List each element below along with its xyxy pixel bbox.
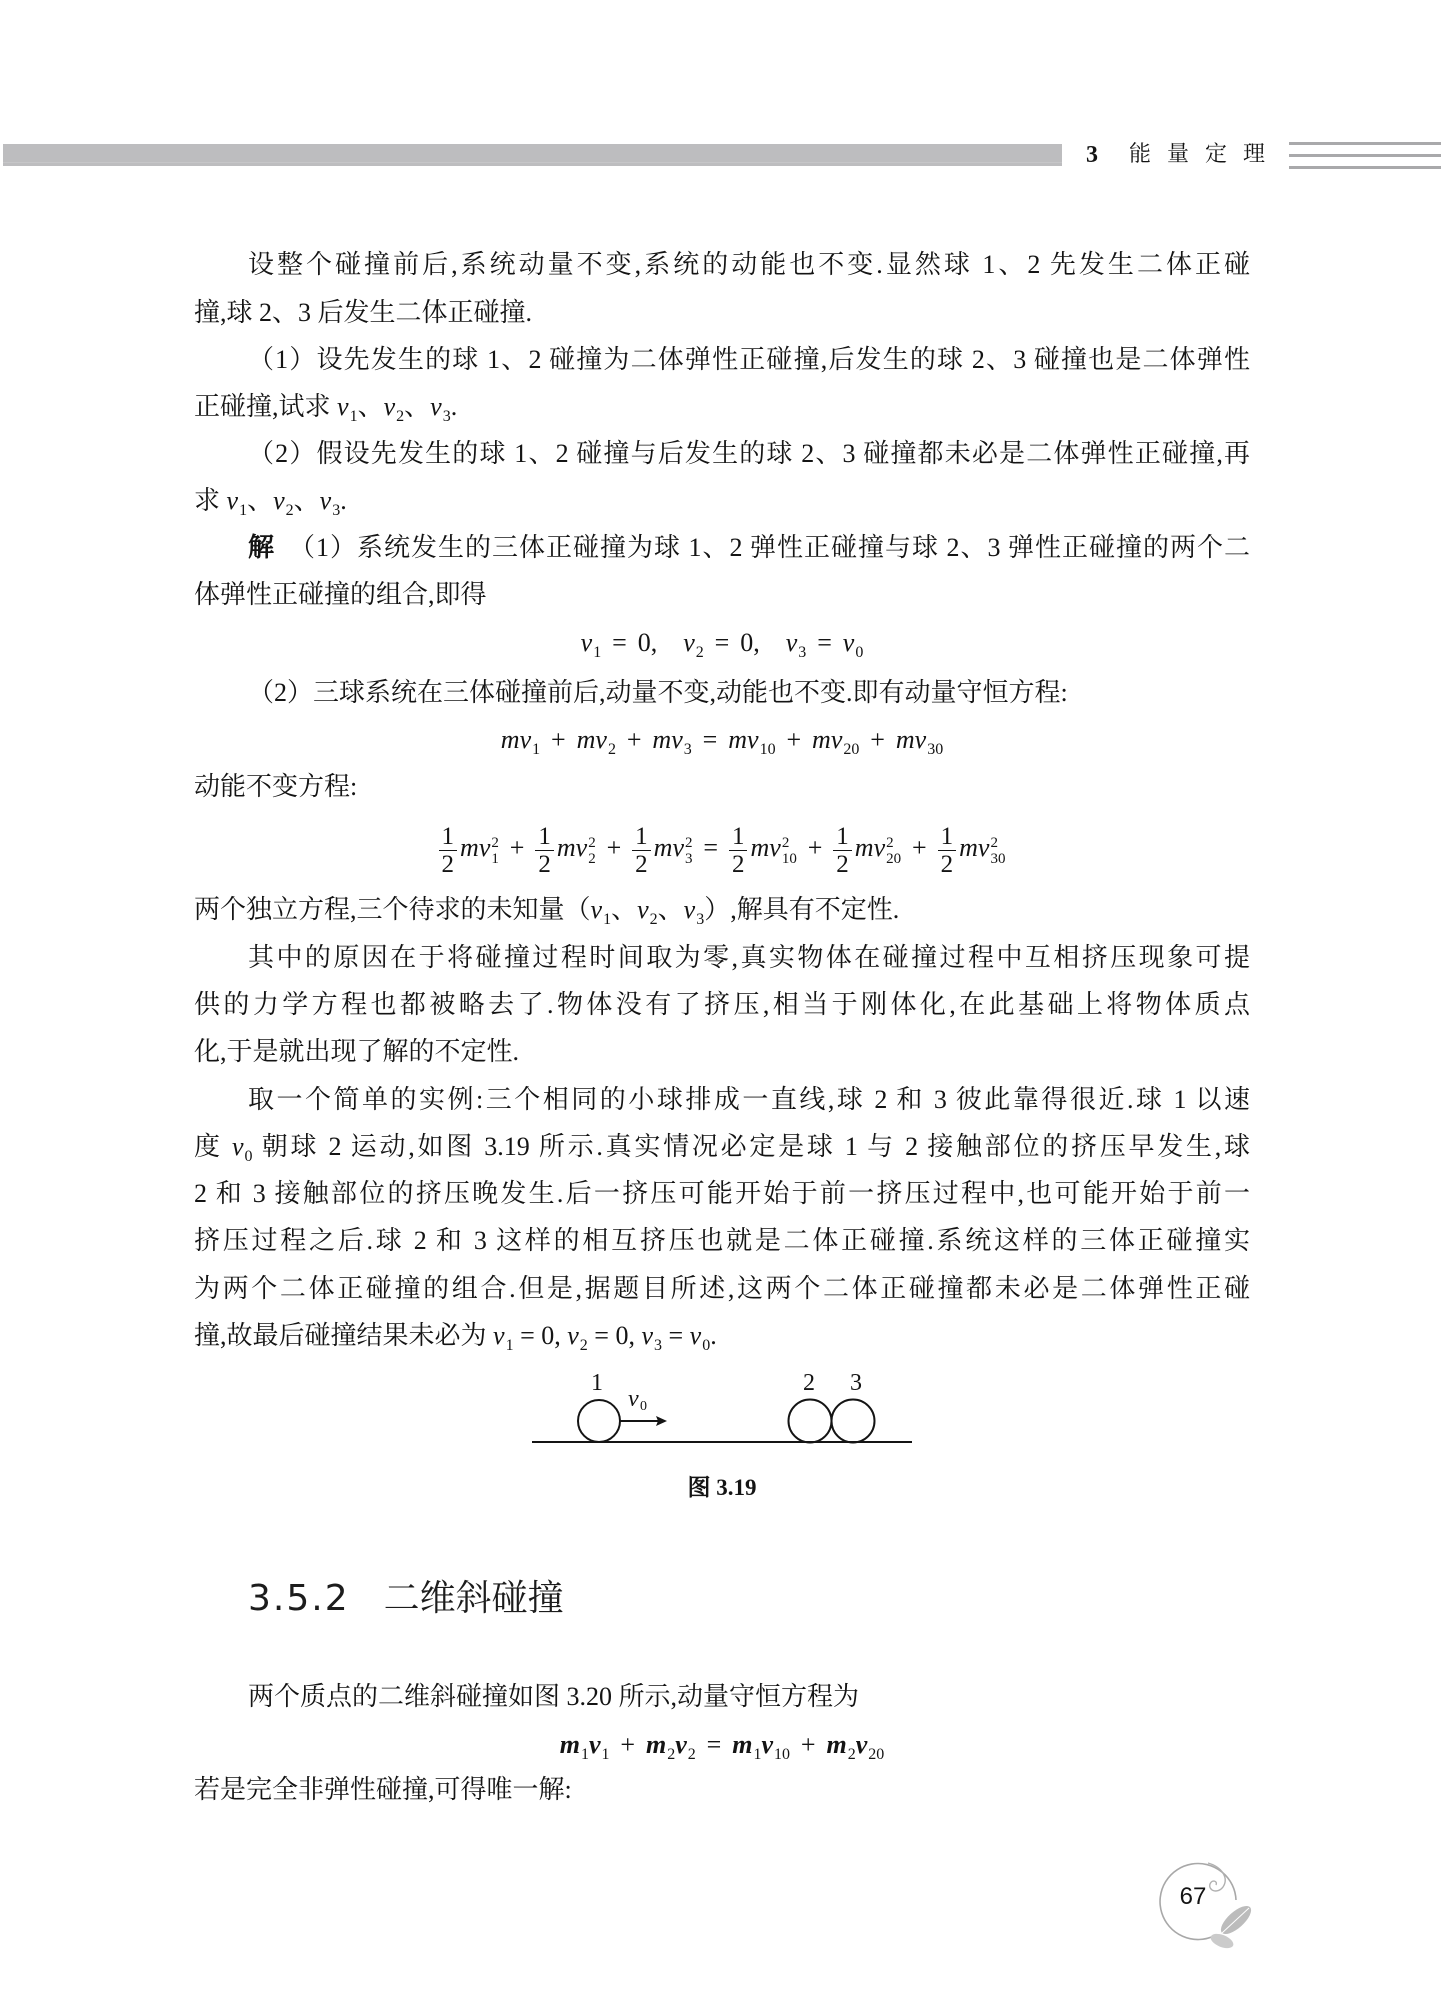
text-run: 撞,球 2、3 后发生二体正碰撞. [194, 298, 533, 327]
variable-symbol: mv [460, 833, 491, 862]
ball-3-label: 3 [850, 1370, 862, 1396]
fraction-numerator: 1 [833, 824, 852, 851]
subscript: 3 [442, 408, 451, 425]
header-rule [1289, 166, 1441, 169]
paragraph-line [194, 430, 1250, 477]
ball-2 [789, 1400, 832, 1443]
paragraph-line [194, 1312, 1250, 1359]
text-run: 正碰撞,试求 [194, 392, 338, 421]
subscript: 2 [667, 1746, 676, 1763]
text-run: （2）假设先发生的球 1、2 碰撞与后发生的球 2、3 碰撞都未必是二体弹性正碰撞,再 [248, 439, 1250, 468]
fraction [729, 824, 748, 877]
variable-symbol: v [580, 628, 593, 657]
subscript: 0 [702, 1337, 711, 1354]
text-run: 两个独立方程,三个待求的未知量（ [194, 895, 591, 924]
text-run: （2）三球系统在三体碰撞前后,动量不变,动能也不变.即有动量守恒方程: [248, 678, 1068, 707]
subscript: 1 [532, 741, 541, 758]
text-run: 取一个简单的实例:三个相同的小球排成一直线,球 2 和 3 彼此靠得很近.球 1 以速 [248, 1085, 1250, 1114]
variable-symbol: mv [500, 725, 532, 754]
paragraph-line [194, 241, 1250, 288]
subscript: 1 [349, 408, 358, 425]
text-run: （1）系统发生的三体正碰撞为球 1、2 弹性正碰撞与球 2、3 弹性正碰撞的两个二 [275, 533, 1250, 562]
superscript: 2 [685, 835, 693, 851]
variable-symbol: v [567, 1321, 579, 1350]
header-bar [3, 144, 1062, 166]
script-stack [886, 835, 901, 867]
math-operator: + [807, 833, 823, 862]
fraction-denominator: 2 [538, 850, 551, 878]
variable-symbol: mv [556, 833, 588, 862]
math-operator: + [800, 1730, 816, 1759]
figure-caption: 图 3.19 [687, 1475, 757, 1500]
fraction-denominator: 2 [940, 850, 954, 878]
text-run: . [340, 486, 347, 515]
math-variable [567, 1321, 588, 1354]
math-operator: + [786, 725, 802, 754]
script-stack [685, 835, 693, 867]
text-run: 、 [357, 392, 384, 421]
vector-variable [645, 1730, 676, 1763]
header-rule [1289, 154, 1441, 157]
subscript: 1 [505, 1337, 514, 1354]
text-run: 、 [293, 486, 320, 515]
paragraph-line [194, 669, 1250, 716]
variable-symbol: v [590, 895, 603, 924]
script-stack [990, 835, 1005, 867]
variable-symbol: m [645, 1730, 667, 1759]
leaf-small-icon [1209, 1931, 1236, 1951]
fraction [632, 824, 651, 877]
math-variable [556, 833, 596, 867]
fraction-denominator: 2 [441, 850, 455, 878]
text-run: 度 [194, 1132, 232, 1161]
math-variable [493, 1321, 514, 1354]
text-run: 化,于是就出现了解的不定性. [194, 1037, 520, 1066]
math-operator: = [703, 833, 719, 862]
math-operator: + [551, 725, 566, 754]
vector-variable [826, 1730, 856, 1763]
math-variable [637, 895, 658, 928]
text-run: = 0, [513, 1321, 568, 1350]
variable-symbol: v [683, 628, 695, 657]
fraction-denominator: 2 [731, 850, 745, 878]
header-rule [1289, 142, 1441, 145]
subscript: 2 [285, 502, 294, 519]
text-run: 0, [637, 628, 684, 657]
velocity-label-subscript: 0 [640, 1399, 647, 1414]
subscript: 2 [579, 1337, 588, 1354]
text-run: 供的力学方程也都被略去了.物体没有了挤压,相当于刚体化,在此基础上将物体质点 [194, 990, 1250, 1019]
subscript: 1 [491, 851, 499, 867]
subscript: 30 [927, 741, 944, 758]
subscript: 3 [685, 851, 693, 867]
math-operator: + [620, 1730, 636, 1759]
subscript: 3 [332, 502, 341, 519]
equation-result [194, 619, 1250, 666]
variable-symbol: v [683, 895, 696, 924]
math-variable [576, 725, 616, 758]
math-variable [337, 392, 358, 425]
math-variable [683, 895, 705, 928]
math-variable [728, 725, 776, 758]
text-run: 其中的原因在于将碰撞过程时间取为零,真实物体在碰撞过程中互相挤压现象可提 [248, 943, 1250, 972]
math-variable [590, 895, 612, 928]
subscript: 2 [695, 644, 704, 661]
subscript: 30 [990, 851, 1006, 867]
paragraph-line [194, 1265, 1250, 1312]
paragraph-line [194, 981, 1250, 1028]
fraction-denominator: 2 [635, 850, 648, 878]
math-variable [641, 1321, 662, 1354]
section-heading [248, 1576, 564, 1622]
subscript: 20 [886, 851, 902, 867]
variable-symbol: v [675, 1730, 687, 1759]
ball-3 [832, 1400, 875, 1443]
subscript: 20 [868, 1746, 885, 1763]
subscript: 1 [580, 1746, 589, 1763]
subscript: 0 [244, 1148, 253, 1165]
fraction-numerator: 1 [632, 824, 651, 851]
paragraph-line [194, 336, 1250, 383]
bold-label: 解 [248, 533, 275, 562]
text-run: 、 [247, 486, 274, 515]
superscript: 2 [781, 835, 790, 851]
superscript: 2 [886, 835, 894, 851]
equation-momentum [194, 716, 1250, 763]
script-stack [491, 835, 499, 867]
subscript: 2 [687, 1746, 696, 1763]
text-run: 2 和 3 接触部位的挤压晚发生.后一挤压可能开始于前一挤压过程中,也可能开始于前一 [194, 1179, 1250, 1208]
chapter-number: 3 [1086, 142, 1098, 168]
text-run: 、 [657, 895, 684, 924]
math-variable [959, 833, 1006, 867]
paragraph-line [194, 886, 1250, 933]
variable-symbol: mv [959, 833, 990, 862]
text-run: . [710, 1321, 717, 1350]
paragraph-line [194, 1028, 1250, 1075]
text-run: 为两个二体正碰撞的组合.但是,据题目所述,这两个二体正碰撞都未必是二体弹性正碰 [194, 1274, 1250, 1303]
math-operator: = [817, 628, 832, 657]
subscript: 10 [774, 1746, 791, 1763]
math-variable [689, 1321, 711, 1354]
variable-symbol: v [689, 1321, 702, 1350]
superscript: 2 [990, 835, 998, 851]
variable-symbol: v [383, 392, 396, 421]
ball-1-label: 1 [591, 1370, 603, 1396]
subscript: 2 [588, 851, 596, 867]
figure-three-balls [500, 1360, 940, 1460]
variable-symbol: mv [750, 833, 781, 862]
math-operator: = [706, 1730, 722, 1759]
variable-symbol: v [641, 1321, 653, 1350]
variable-symbol: v [273, 486, 285, 515]
text-run: ）,解具有不定性. [704, 895, 900, 924]
math-operator: = [702, 725, 718, 754]
math-variable [895, 725, 944, 758]
variable-symbol: v [231, 1132, 244, 1161]
paragraph-line [194, 289, 1250, 336]
paragraph-line [194, 1766, 1250, 1813]
subscript: 0 [855, 644, 864, 661]
math-operator: + [870, 725, 885, 754]
subscript: 3 [798, 644, 807, 661]
math-operator: = [612, 628, 627, 657]
subscript: 1 [753, 1746, 762, 1763]
vector-variable [559, 1730, 589, 1763]
math-variable [652, 725, 692, 758]
variable-symbol: mv [653, 833, 684, 862]
subscript: 3 [683, 741, 692, 758]
math-variable [319, 486, 341, 519]
subscript: 1 [593, 644, 602, 661]
fraction-numerator: 1 [535, 824, 554, 851]
variable-symbol: v [842, 628, 855, 657]
solution-line [194, 524, 1250, 571]
page-number: 67 [1179, 1883, 1207, 1910]
paragraph-line [194, 477, 1250, 524]
text-run: = [662, 1321, 690, 1350]
paragraph-line [194, 934, 1250, 981]
subscript: 3 [696, 911, 705, 928]
paragraph-line [194, 571, 1250, 618]
variable-symbol: v [761, 1730, 774, 1759]
variable-symbol: mv [652, 725, 683, 754]
variable-symbol: v [319, 486, 332, 515]
text-run: 若是完全非弹性碰撞,可得唯一解: [194, 1775, 572, 1804]
text-run: 、 [611, 895, 638, 924]
subscript: 20 [843, 741, 860, 758]
subscript: 1 [239, 502, 248, 519]
superscript: 2 [588, 835, 596, 851]
subscript: 2 [649, 911, 658, 928]
text-run: . [450, 392, 458, 421]
math-variable [580, 628, 602, 661]
fraction-denominator: 2 [836, 850, 849, 878]
subscript: 10 [781, 851, 797, 867]
variable-symbol: mv [728, 725, 759, 754]
vector-variable [588, 1730, 610, 1763]
vector-variable [732, 1730, 762, 1763]
subscript: 1 [601, 1746, 610, 1763]
subscript: 2 [396, 408, 405, 425]
subscript: 10 [759, 741, 776, 758]
variable-symbol: mv [895, 725, 927, 754]
subscript: 2 [847, 1746, 856, 1763]
math-variable [460, 833, 499, 867]
velocity-label: v [628, 1386, 639, 1412]
math-variable [653, 833, 693, 867]
math-variable [785, 628, 807, 661]
text-run: 设整个碰撞前后,系统动量不变,系统的动能也不变.显然球 1、2 先发生二体正碰 [248, 250, 1250, 279]
math-operator: = [714, 628, 730, 657]
variable-symbol: m [559, 1730, 580, 1759]
fraction-numerator: 1 [938, 824, 957, 851]
math-variable [750, 833, 797, 867]
fraction-numerator: 1 [729, 824, 748, 851]
fraction [439, 824, 458, 877]
paragraph-line [194, 1123, 1250, 1170]
math-variable [226, 486, 248, 519]
variable-symbol: mv [854, 833, 886, 862]
script-stack [782, 835, 797, 867]
variable-symbol: mv [812, 725, 843, 754]
variable-symbol: v [493, 1321, 505, 1350]
math-operator: + [626, 725, 642, 754]
subscript: 3 [654, 1337, 662, 1354]
variable-symbol: v [588, 1730, 601, 1759]
variable-symbol: mv [576, 725, 607, 754]
text-run: 动能不变方程: [194, 772, 358, 801]
variable-symbol: v [637, 895, 649, 924]
paragraph-line [194, 1673, 1250, 1720]
math-variable [430, 392, 451, 425]
text-run: 体弹性正碰撞的组合,即得 [194, 580, 487, 609]
text-run: 、 [404, 392, 431, 421]
math-variable [842, 628, 864, 661]
ball-1 [578, 1400, 620, 1442]
math-operator: + [606, 833, 622, 862]
paragraph-line [194, 1076, 1250, 1123]
variable-symbol: m [826, 1730, 847, 1759]
math-variable [231, 1132, 253, 1165]
text-run: 撞,故最后碰撞结果未必为 [194, 1321, 494, 1350]
math-variable [500, 725, 541, 758]
fraction [938, 824, 957, 877]
ball-2-label: 2 [803, 1370, 815, 1396]
text-run: 0, [740, 628, 786, 657]
subscript: 2 [607, 741, 616, 758]
variable-symbol: m [732, 1730, 753, 1759]
math-variable [683, 628, 704, 661]
equation-vector-momentum [194, 1721, 1250, 1768]
paragraph-line [194, 763, 1250, 810]
vector-variable [855, 1730, 885, 1763]
paragraph-line [194, 1217, 1250, 1264]
variable-symbol: v [226, 486, 239, 515]
variable-symbol: v [785, 628, 798, 657]
equation-kinetic-energy [194, 818, 1250, 878]
paragraph-line [194, 383, 1250, 430]
paragraph-line [194, 1170, 1250, 1217]
text-run: 朝球 2 运动,如图 3.19 所示.真实情况必定是球 1 与 2 接触部位的挤压早发生,球 [252, 1132, 1250, 1161]
text-run: = 0, [587, 1321, 642, 1350]
variable-symbol: v [855, 1730, 868, 1759]
text-run: 求 [194, 486, 227, 515]
subscript: 1 [603, 911, 612, 928]
vector-variable [761, 1730, 791, 1763]
text-run: （1）设先发生的球 1、2 碰撞为二体弹性正碰撞,后发生的球 2、3 碰撞也是二体弹性 [248, 345, 1250, 374]
chapter-title: 能量定理 [1129, 142, 1282, 167]
math-variable [854, 833, 902, 867]
fraction [535, 824, 554, 877]
section-title: 二维斜碰撞 [383, 1578, 564, 1619]
fraction [833, 824, 852, 877]
fraction-numerator: 1 [439, 824, 458, 851]
variable-symbol: v [337, 392, 349, 421]
math-variable [273, 486, 294, 519]
vector-variable [675, 1730, 696, 1763]
variable-symbol: v [430, 392, 442, 421]
math-operator: + [509, 833, 525, 862]
text-run: 挤压过程之后.球 2 和 3 这样的相互挤压也就是二体正碰撞.系统这样的三体正碰撞实 [194, 1226, 1250, 1255]
superscript: 2 [491, 835, 499, 851]
section-number: 3.5.2 [248, 1578, 350, 1619]
math-variable [383, 392, 405, 425]
math-variable [812, 725, 860, 758]
math-operator: + [912, 833, 927, 862]
script-stack [588, 835, 596, 867]
text-run: 两个质点的二维斜碰撞如图 3.20 所示,动量守恒方程为 [248, 1682, 860, 1711]
